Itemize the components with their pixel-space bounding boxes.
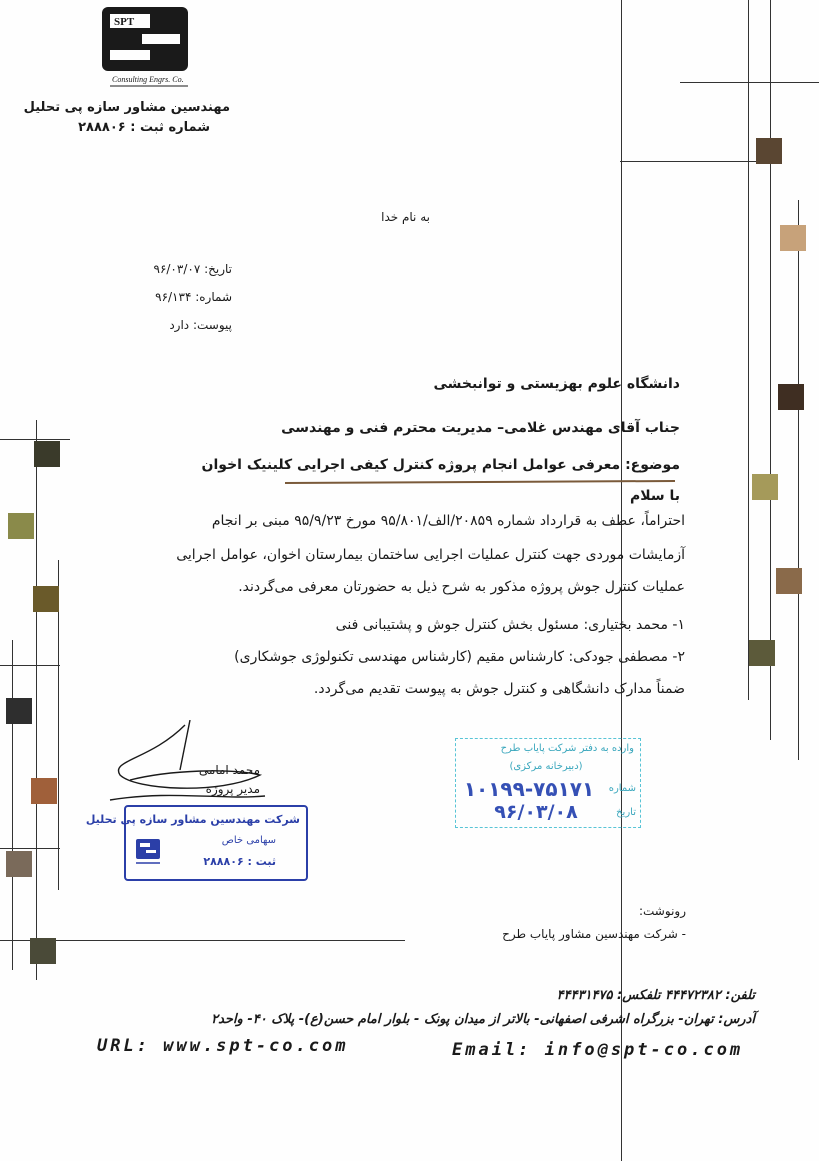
decor-square	[776, 568, 802, 594]
decor-square	[756, 138, 782, 164]
bismillah: به نام خدا	[381, 210, 430, 224]
body-line: عملیات کنترل جوش پروژه مذکور به شرح ذیل به حضورتان معرفی می‌گردند.	[238, 579, 685, 595]
decor-square	[30, 938, 56, 964]
decor-square	[8, 513, 34, 539]
decor-square	[33, 586, 59, 612]
stamp-line: شماره	[608, 783, 636, 794]
recipient-person: جناب آقای مهندس غلامی– مدیریت محترم فنی و مهندسی	[281, 420, 680, 436]
letter-number: شماره: ۹۶/۱۳۴	[155, 290, 232, 304]
decor-square	[752, 474, 778, 500]
stamp-line: تاریخ	[616, 807, 636, 818]
stamp-line: سهامی خاص	[221, 835, 276, 846]
subject-underline	[285, 480, 675, 484]
letter-date: تاریخ: ۹۶/۰۳/۰۷	[153, 262, 232, 276]
company-logo	[90, 2, 200, 97]
signature-title: مدیر پروژه	[205, 782, 260, 796]
company-stamp	[85, 805, 308, 881]
cc-item: - شرکت مهندسین مشاور پایاب طرح	[502, 927, 686, 941]
stamp-line: وارده به دفتر شرکت پایاب طرح	[500, 743, 634, 754]
decor-square	[31, 778, 57, 804]
footer-address: آدرس: تهران- بزرگراه اشرفی اصفهانی- بالاتر از میدان پونک - بلوار امام حسن(ع)- پلاک ۴۰- واحد۲	[211, 1012, 755, 1027]
signature-name: محمد امامی	[198, 763, 260, 777]
list-item: ۲- مصطفی جودکی: کارشناس مقیم (کارشناس مهندسی تکنولوژی جوشکاری)	[234, 649, 685, 665]
decor-square	[778, 384, 804, 410]
body-line: احتراماً، عطف به قرارداد شماره ۲۰۸۵۹/الف/۹۵/۸۰۱ مورخ ۹۵/۹/۲۳ مبنی بر انجام	[211, 513, 685, 529]
letter-subject: موضوع: معرفی عوامل انجام پروژه کنترل کیفی اجرایی کلینیک اخوان	[201, 457, 680, 473]
letter-attachment: پیوست: دارد	[169, 318, 232, 332]
decor-square	[6, 698, 32, 724]
received-number: ۱۰۱۹۹-۷۵۱۷۱	[463, 777, 595, 801]
footer-phone: تلفن: ۴۴۴۷۲۳۸۲ تلفکس: ۴۴۴۳۱۴۷۵	[556, 988, 755, 1003]
body-line: آزمایشات موردی جهت کنترل عملیات اجرایی ساختمان بیمارستان اخوان، عوامل اجرایی	[176, 547, 685, 563]
closing-line: ضمناً مدارک دانشگاهی و کنترل جوش به پیوست تقدیم می‌گردد.	[313, 681, 685, 697]
company-registration: شماره ثبت : ۲۸۸۸۰۶	[78, 120, 210, 135]
stamp-line: ثبت : ۲۸۸۸۰۶	[203, 855, 276, 868]
recipient-org: دانشگاه علوم بهزیستی و توانبخشی	[433, 376, 680, 392]
footer-email: Email: info@spt-co.com	[452, 1040, 744, 1060]
svg-text:SPT: SPT	[114, 16, 135, 28]
list-item: ۱- محمد بختیاری: مسئول بخش کنترل جوش و پشتیبانی فنی	[335, 617, 685, 633]
svg-text:Consulting Engrs. Co.: Consulting Engrs. Co.	[112, 75, 184, 84]
stamp-line: شرکت مهندسین مشاور سازه پی تحلیل	[85, 813, 300, 826]
decor-square	[6, 851, 32, 877]
company-name: مهندسین مشاور سازه پی تحلیل	[23, 100, 230, 115]
decor-square	[780, 225, 806, 251]
decor-square	[749, 640, 775, 666]
received-stamp	[455, 738, 641, 828]
footer-url: URL: www.spt-co.com	[97, 1036, 349, 1056]
decor-square	[34, 441, 60, 467]
stamp-logo-icon	[134, 837, 162, 867]
salutation: با سلام	[629, 488, 680, 504]
cc-label: رونوشت:	[638, 904, 686, 918]
stamp-line: (دبیرخانه مرکزی)	[509, 761, 583, 772]
received-date: ۹۶/۰۳/۰۸	[494, 801, 578, 823]
